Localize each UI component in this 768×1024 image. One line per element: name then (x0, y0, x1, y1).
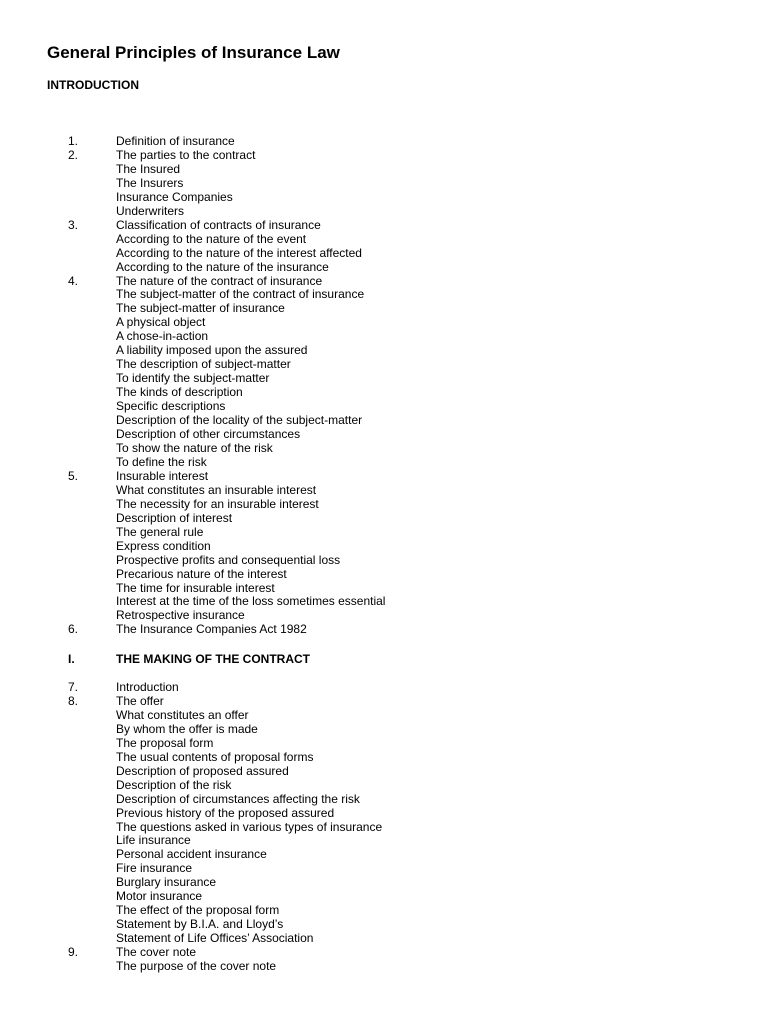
outline-item-text: The Insurers (116, 175, 184, 190)
outline-subitem (0, 483, 768, 497)
outline-item-text: The proposal form (116, 735, 214, 750)
outline-subitem (0, 246, 768, 260)
outline-subitem (0, 357, 768, 371)
outline-item-number: 8. (68, 693, 79, 708)
outline-item-text: Description of proposed assured (116, 763, 289, 778)
outline-subitem (0, 287, 768, 301)
outline-item-text: Interest at the time of the loss sometimes essential (116, 594, 386, 609)
outline-item-numbered (0, 694, 768, 708)
outline-subitem (0, 581, 768, 595)
outline-subitem (0, 385, 768, 399)
outline-item-numbered (0, 218, 768, 232)
outline-item-numbered (0, 945, 768, 959)
outline-subitem (0, 525, 768, 539)
outline-item-text: Previous history of the proposed assured (116, 805, 335, 820)
outline-subitem (0, 553, 768, 567)
outline-item-text: To identify the subject-matter (116, 371, 270, 386)
outline-item-text: Prospective profits and consequential loss (116, 552, 341, 567)
outline-item-text: Precarious nature of the interest (116, 566, 287, 581)
outline-item-text: The Insured (116, 161, 181, 176)
outline-subitem (0, 750, 768, 764)
outline-item-text: The offer (116, 693, 164, 708)
outline-item-text: The purpose of the cover note (116, 959, 277, 974)
outline-item-text: Motor insurance (116, 889, 203, 904)
outline-subitem (0, 511, 768, 525)
outline-subitem (0, 497, 768, 511)
outline-subitem (0, 875, 768, 889)
outline-item-text: Description of the locality of the subject-matter (116, 413, 363, 428)
outline-item-number: 1. (68, 134, 79, 148)
outline-item-number: 6. (68, 622, 79, 637)
outline-subitem (0, 792, 768, 806)
outline-item-numbered (0, 469, 768, 483)
outline-item-text: Description of interest (116, 510, 233, 525)
outline-item-text: Definition of insurance (116, 134, 235, 148)
outline-subitem (0, 931, 768, 945)
outline-subitem (0, 820, 768, 834)
outline-item-text: Personal accident insurance (116, 847, 267, 862)
outline-item-text: Specific descriptions (116, 399, 226, 414)
outline-item-numbered (0, 680, 768, 694)
outline-item-text: A chose-in-action (116, 329, 209, 344)
outline-item-text: A physical object (116, 315, 206, 330)
outline-item-text: Insurance Companies (116, 189, 233, 204)
section-heading-number: I. (68, 652, 75, 666)
outline-item-text: According to the nature of the interest affected (116, 245, 362, 260)
outline-subitem (0, 736, 768, 750)
section-heading-making-of-contract (0, 651, 768, 667)
outline-item-text: The cover note (116, 945, 197, 960)
outline-item-numbered (0, 274, 768, 288)
outline-subitem (0, 903, 768, 917)
outline-item-text: To define the risk (116, 454, 207, 469)
outline-subitem (0, 176, 768, 190)
outline-subitem (0, 764, 768, 778)
outline-subitem (0, 371, 768, 385)
outline-subitem (0, 708, 768, 722)
outline-subitem (0, 959, 768, 973)
outline-item-text: Classification of contracts of insurance (116, 217, 321, 232)
section-label-introduction: INTRODUCTION (47, 78, 139, 92)
outline-item-text: The general rule (116, 524, 204, 539)
outline-item-text: Fire insurance (116, 861, 193, 876)
outline-subitem (0, 567, 768, 581)
outline-subitem (0, 833, 768, 847)
section-heading-text: THE MAKING OF THE CONTRACT (116, 652, 310, 666)
making-of-contract-outline (0, 680, 768, 973)
section-heading-row (0, 651, 768, 667)
outline-item-text: By whom the offer is made (116, 721, 258, 736)
outline-item-text: Description of the risk (116, 777, 232, 792)
outline-item-number: 4. (68, 273, 79, 288)
outline-item-text: The usual contents of proposal forms (116, 749, 314, 764)
outline-subitem (0, 162, 768, 176)
outline-subitem (0, 232, 768, 246)
outline-item-number: 2. (68, 147, 79, 162)
outline-item-text: Retrospective insurance (116, 608, 245, 623)
outline-item-text: Description of other circumstances (116, 427, 301, 442)
outline-item-text: Insurable interest (116, 468, 209, 483)
outline-subitem (0, 861, 768, 875)
outline-item-number: 7. (68, 680, 79, 694)
outline-item-text: The necessity for an insurable interest (116, 496, 319, 511)
outline-item-text: The nature of the contract of insurance (116, 273, 323, 288)
outline-item-text: Statement of Life Offices’ Association (116, 931, 314, 946)
outline-item-text: The questions asked in various types of insurance (116, 819, 383, 834)
outline-subitem (0, 204, 768, 218)
outline-item-numbered (0, 148, 768, 162)
outline-item-text: The effect of the proposal form (116, 903, 280, 918)
outline-subitem (0, 413, 768, 427)
outline-subitem (0, 315, 768, 329)
outline-subitem (0, 260, 768, 274)
outline-subitem (0, 343, 768, 357)
outline-item-number: 3. (68, 217, 79, 232)
outline-item-text: Description of circumstances affecting the risk (116, 791, 360, 806)
outline-subitem (0, 399, 768, 413)
outline-subitem (0, 889, 768, 903)
outline-subitem (0, 455, 768, 469)
outline-subitem (0, 594, 768, 608)
document-title: General Principles of Insurance Law (47, 43, 340, 62)
outline-subitem (0, 778, 768, 792)
outline-item-text: According to the nature of the insurance (116, 259, 329, 274)
outline-subitem (0, 329, 768, 343)
outline-item-text: According to the nature of the event (116, 231, 307, 246)
outline-subitem (0, 847, 768, 861)
outline-item-text: To show the nature of the risk (116, 440, 273, 455)
outline-item-text: Life insurance (116, 833, 191, 848)
outline-item-numbered (0, 134, 768, 148)
outline-subitem (0, 301, 768, 315)
outline-item-text: A liability imposed upon the assured (116, 343, 308, 358)
outline-item-text: The time for insurable interest (116, 580, 275, 595)
outline-subitem (0, 608, 768, 622)
outline-item-text: The description of subject-matter (116, 357, 291, 372)
outline-subitem (0, 441, 768, 455)
outline-item-text: The Insurance Companies Act 1982 (116, 622, 307, 637)
introduction-outline (0, 134, 768, 636)
outline-item-text: The subject-matter of the contract of insurance (116, 287, 365, 302)
outline-item-number: 9. (68, 945, 79, 960)
outline-item-text: Burglary insurance (116, 875, 217, 890)
outline-item-text: Statement by B.I.A. and Lloyd’s (116, 917, 284, 932)
outline-item-text: Express condition (116, 538, 211, 553)
outline-subitem (0, 917, 768, 931)
outline-item-text: The parties to the contract (116, 147, 256, 162)
outline-item-text: What constitutes an insurable interest (116, 482, 317, 497)
outline-item-text: The subject-matter of insurance (116, 301, 285, 316)
outline-subitem (0, 427, 768, 441)
outline-item-number: 5. (68, 468, 79, 483)
outline-item-text: What constitutes an offer (116, 707, 249, 722)
outline-subitem (0, 539, 768, 553)
outline-subitem (0, 722, 768, 736)
outline-item-text: Introduction (116, 680, 179, 694)
outline-subitem (0, 190, 768, 204)
outline-item-text: The kinds of description (116, 385, 243, 400)
outline-item-text: Underwriters (116, 203, 185, 218)
outline-item-numbered (0, 622, 768, 636)
outline-subitem (0, 806, 768, 820)
